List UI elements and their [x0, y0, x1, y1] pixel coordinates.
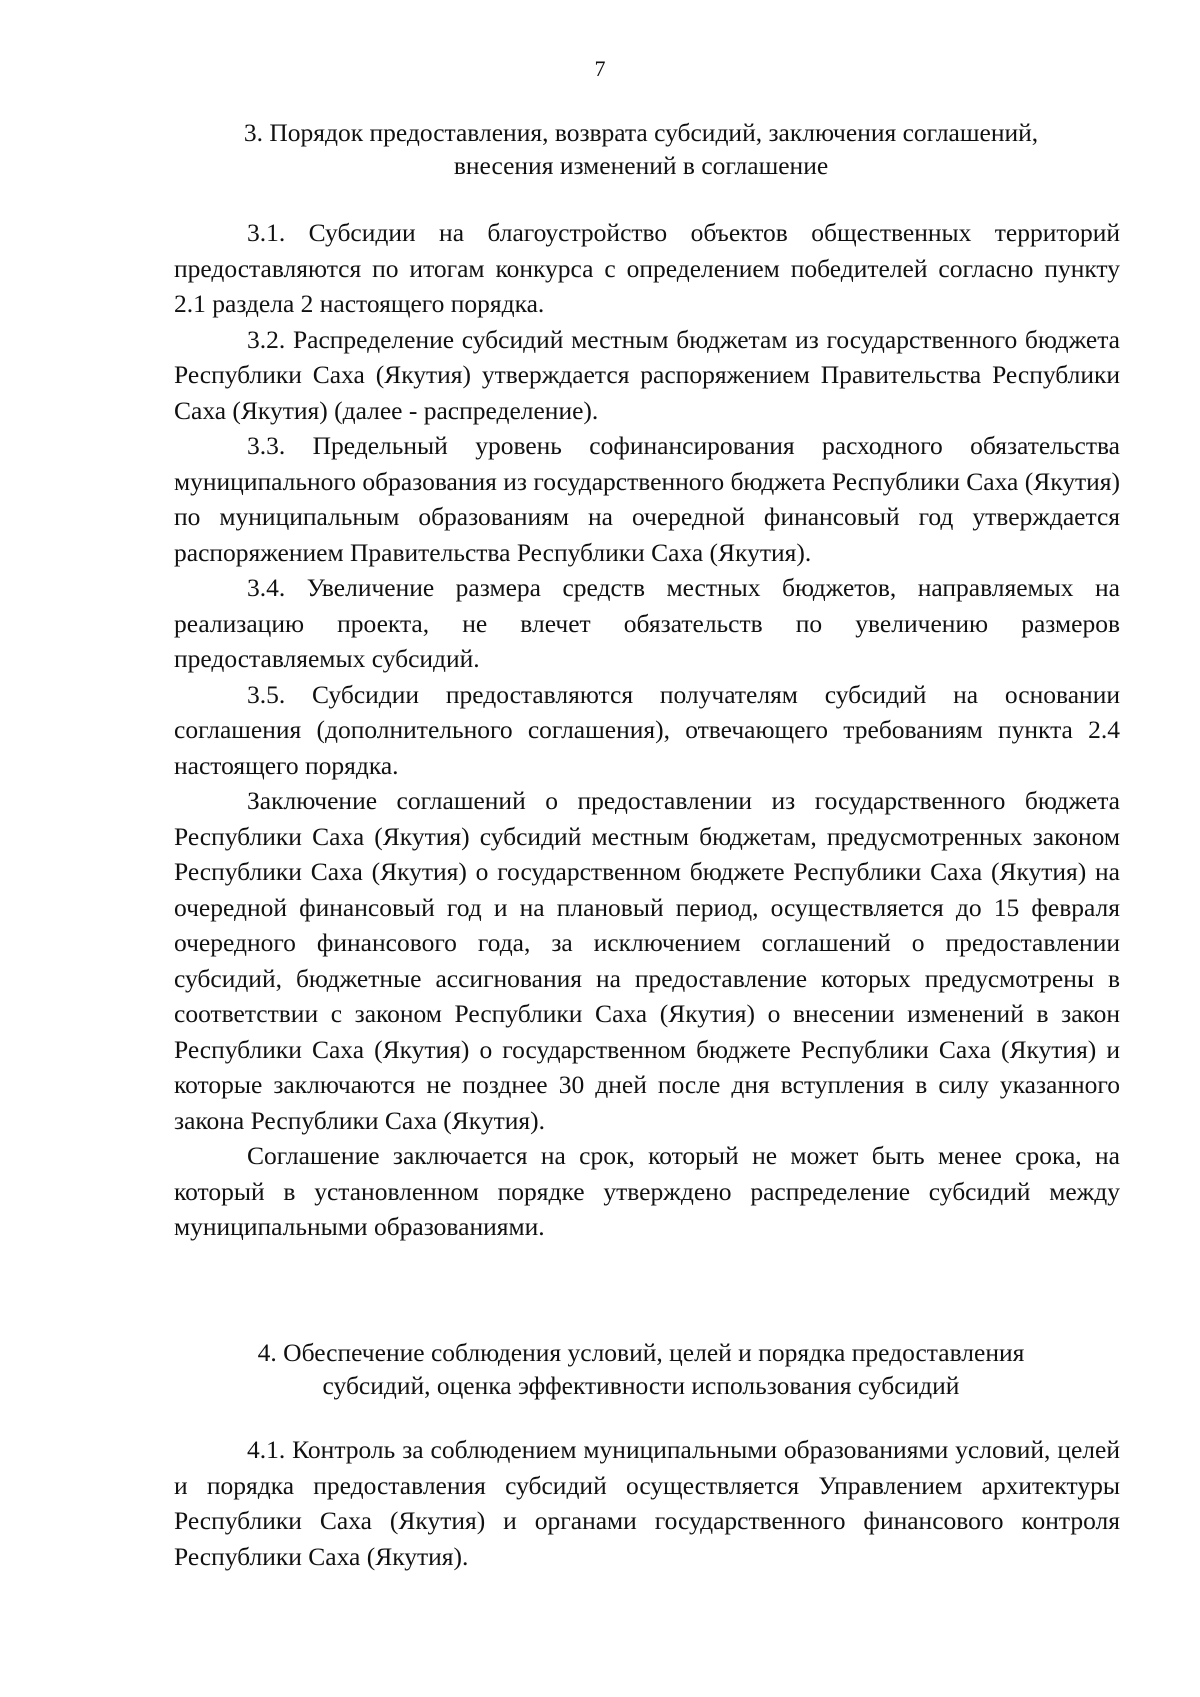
- paragraph-agreements: Заключение соглашений о предоставлении из государственного бюджета Республики Саха (Якутия) субсидий местным бюджетам, предусмотренных законом Республики Саха (Якутия) о государственном бюджете Республики Саха (Якутия) на очередной финансовый год и на плановый период, осуществляется до 15 февраля очередного финансового года, за исключением соглашений о предоставлении субсидий, бюджетные ассигнования на предоставление которых предусмотрены в соответствии с законом Республики Саха (Якутия) о внесении изменений в закон Республики Саха (Якутия) о государственном бюджете Республики Саха (Якутия) и которые заключаются не позднее 30 дней после дня вступления в силу указанного закона Республики Саха (Якутия).: [174, 786, 1120, 1135]
- paragraph-3-2: 3.2. Распределение субсидий местным бюджетам из государственного бюджета Республики Саха (Якутия) утверждается распоряжением Правительства Республики Саха (Якутия) (далее - распределение).: [174, 324, 1120, 425]
- paragraph-3-5: 3.5. Субсидии предоставляются получателям субсидий на основании соглашения (дополнительного соглашения), отвечающего требованиям пункта 2.4 настоящего порядка.: [174, 679, 1120, 780]
- paragraph-4-1: 4.1. Контроль за соблюдением муниципальными образованиями условий, целей и порядка предоставления субсидий осуществляется Управлением архитектуры Республики Саха (Якутия) и органами государственного финансового контроля Республики Саха (Якутия).: [174, 1435, 1120, 1571]
- section-3-heading-line-2: внесения изменений в соглашение: [453, 151, 829, 180]
- paragraph-3-1: 3.1. Субсидии на благоустройство объектов общественных территорий предоставляются по итогам конкурса с определением победителей согласно пункту 2.1 раздела 2 настоящего порядка.: [174, 218, 1120, 318]
- section-4-heading: [175, 1336, 1107, 1402]
- page-number: 7: [594, 56, 606, 81]
- section-3-body: [174, 215, 1120, 1245]
- section-3-heading: [175, 116, 1107, 182]
- section-4-heading-line-1: 4. Обеспечение соблюдения условий, целей и порядка предоставления: [257, 1338, 1025, 1367]
- paragraph-agreement-term: Соглашение заключается на срок, который не может быть менее срока, на который в установленном порядке утверждено распределение субсидий между муниципальными образованиями.: [174, 1141, 1120, 1241]
- paragraph-3-3: 3.3. Предельный уровень софинансирования расходного обязательства муниципального образования из государственного бюджета Республики Саха (Якутия) по муниципальным образованиям на очередной финансовый год утверждается распоряжением Правительства Республики Саха (Якутия).: [174, 431, 1120, 567]
- section-4-heading-line-2: субсидий, оценка эффективности использования субсидий: [322, 1371, 960, 1400]
- section-3-heading-line-1: 3. Порядок предоставления, возврата субсидий, заключения соглашений,: [243, 118, 1039, 147]
- paragraph-3-4: 3.4. Увеличение размера средств местных бюджетов, направляемых на реализацию проекта, не влечет обязательств по увеличению размеров предоставляемых субсидий.: [174, 573, 1120, 673]
- section-4-body: [174, 1432, 1120, 1574]
